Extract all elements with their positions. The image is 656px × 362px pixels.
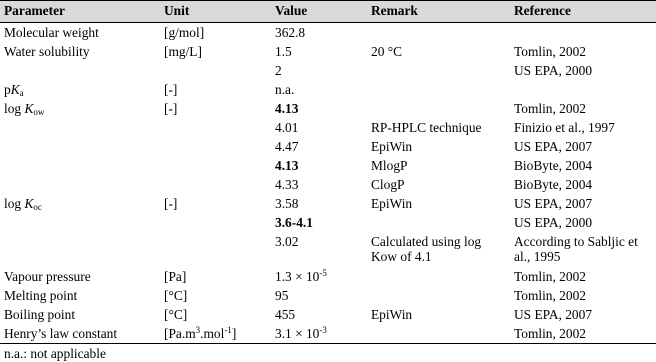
cell-reference: US EPA, 2007 [514,196,593,211]
cell-unit [160,61,271,80]
cell-remark [367,324,510,344]
table-row [0,156,656,175]
unit-part: [Pa.m [164,326,196,341]
cell-parameter [0,175,160,194]
cell-parameter: Melting point [4,288,78,303]
cell-value: 95 [275,288,289,303]
cell-unit: [°C] [164,307,188,322]
value-exponent: -5 [319,268,327,278]
header-parameter: Parameter [4,3,65,18]
table-row [0,267,656,286]
table-header-row [0,1,656,23]
cell-value: 4.13 [275,101,299,116]
cell-value: 4.33 [275,177,299,192]
param-symbol: K [10,82,20,97]
param-symbol: K [24,196,34,211]
table-row [0,118,656,137]
cell-reference: Tomlin, 2002 [514,44,586,59]
cell-remark: EpiWin [371,196,413,211]
cell-reference: According to Sabljic et al., 1995 [514,234,638,264]
header-value: Value [275,3,308,18]
cell-reference: Tomlin, 2002 [514,101,586,116]
value-base: 1.3 × 10 [275,269,320,284]
cell-unit: [g/mol] [164,25,205,40]
cell-parameter: Vapour pressure [4,269,91,284]
cell-value [271,267,367,286]
header-remark: Remark [371,3,418,18]
cell-unit [160,213,271,232]
table-row [0,80,656,99]
cell-value: 3.02 [275,234,299,249]
cell-parameter [0,118,160,137]
cell-parameter: Boiling point [4,307,76,322]
cell-unit: [°C] [164,288,188,303]
cell-parameter: Henry’s law constant [4,326,118,341]
table-row [0,305,656,324]
cell-remark: ClogP [371,177,405,192]
param-subscript: a [19,88,24,98]
cell-reference: BioByte, 2004 [514,158,593,173]
table-row [0,194,656,213]
cell-parameter [0,232,160,267]
unit-part: ] [231,326,237,341]
cell-parameter: Molecular weight [4,25,99,40]
cell-remark: EpiWin [371,307,413,322]
header-unit: Unit [164,3,190,18]
cell-value [271,324,367,344]
table-row [0,213,656,232]
table-row [0,324,656,344]
param-subscript: oc [33,202,42,212]
cell-value: 3.58 [275,196,299,211]
cell-unit: [Pa] [164,269,187,284]
unit-part: .mol [200,326,225,341]
param-prefix: p [4,82,11,97]
cell-remark: 20 °C [371,44,403,59]
cell-unit [160,137,271,156]
unit-exponent: 3 [195,325,201,335]
unit-exponent: -1 [224,325,232,335]
cell-unit: [-] [164,101,178,116]
cell-remark [367,213,510,232]
value-exponent: -3 [319,325,327,335]
cell-unit [160,156,271,175]
cell-reference: US EPA, 2000 [514,215,593,230]
cell-value: n.a. [275,82,295,97]
table-row [0,137,656,156]
param-prefix: log [4,101,25,116]
cell-remark [367,99,510,118]
table-row [0,175,656,194]
param-prefix: log [4,196,25,211]
cell-value: 3.6-4.1 [275,215,313,230]
cell-reference: Tomlin, 2002 [514,269,586,284]
cell-remark: RP-HPLC technique [371,120,482,135]
cell-remark [367,23,510,43]
table-footnote: n.a.: not applicable [4,346,106,361]
cell-reference: BioByte, 2004 [514,177,593,192]
cell-reference: Tomlin, 2002 [514,288,586,303]
cell-parameter [0,80,160,99]
cell-remark [367,267,510,286]
cell-remark [367,61,510,80]
cell-unit [160,118,271,137]
cell-remark: EpiWin [371,139,413,154]
cell-value: 2 [275,63,282,78]
cell-value: 455 [275,307,296,322]
cell-remark [367,286,510,305]
cell-unit [160,175,271,194]
table-row [0,99,656,118]
table-row [0,61,656,80]
cell-unit: [mg/L] [164,44,202,59]
cell-reference: US EPA, 2007 [514,307,593,322]
table-row [0,286,656,305]
cell-value: 4.47 [275,139,299,154]
cell-parameter [0,137,160,156]
table-row [0,232,656,267]
cell-reference: Finizio et al., 1997 [514,120,615,135]
cell-value: 4.01 [275,120,299,135]
cell-parameter: Water solubility [4,44,90,59]
table-row [0,23,656,43]
cell-reference: US EPA, 2007 [514,139,593,154]
cell-reference: Tomlin, 2002 [514,326,586,341]
cell-unit [160,324,271,344]
cell-parameter [0,194,160,213]
param-symbol: K [24,101,34,116]
cell-unit: [-] [164,82,178,97]
cell-unit: [-] [164,196,178,211]
cell-unit [160,232,271,267]
cell-remark: MlogP [371,158,408,173]
table-row [0,42,656,61]
cell-value: 1.5 [275,44,292,59]
cell-parameter [0,156,160,175]
cell-reference [510,23,656,43]
param-subscript: ow [33,107,45,117]
cell-parameter [0,99,160,118]
cell-parameter [0,213,160,232]
cell-remark: Calculated using log Kow of 4.1 [371,234,482,264]
cell-reference: US EPA, 2000 [514,63,593,78]
cell-reference [510,80,656,99]
cell-value: 4.13 [275,158,299,173]
cell-remark [367,80,510,99]
value-base: 3.1 × 10 [275,326,320,341]
cell-value: 362.8 [275,25,306,40]
cell-parameter [0,61,160,80]
header-reference: Reference [514,3,571,18]
